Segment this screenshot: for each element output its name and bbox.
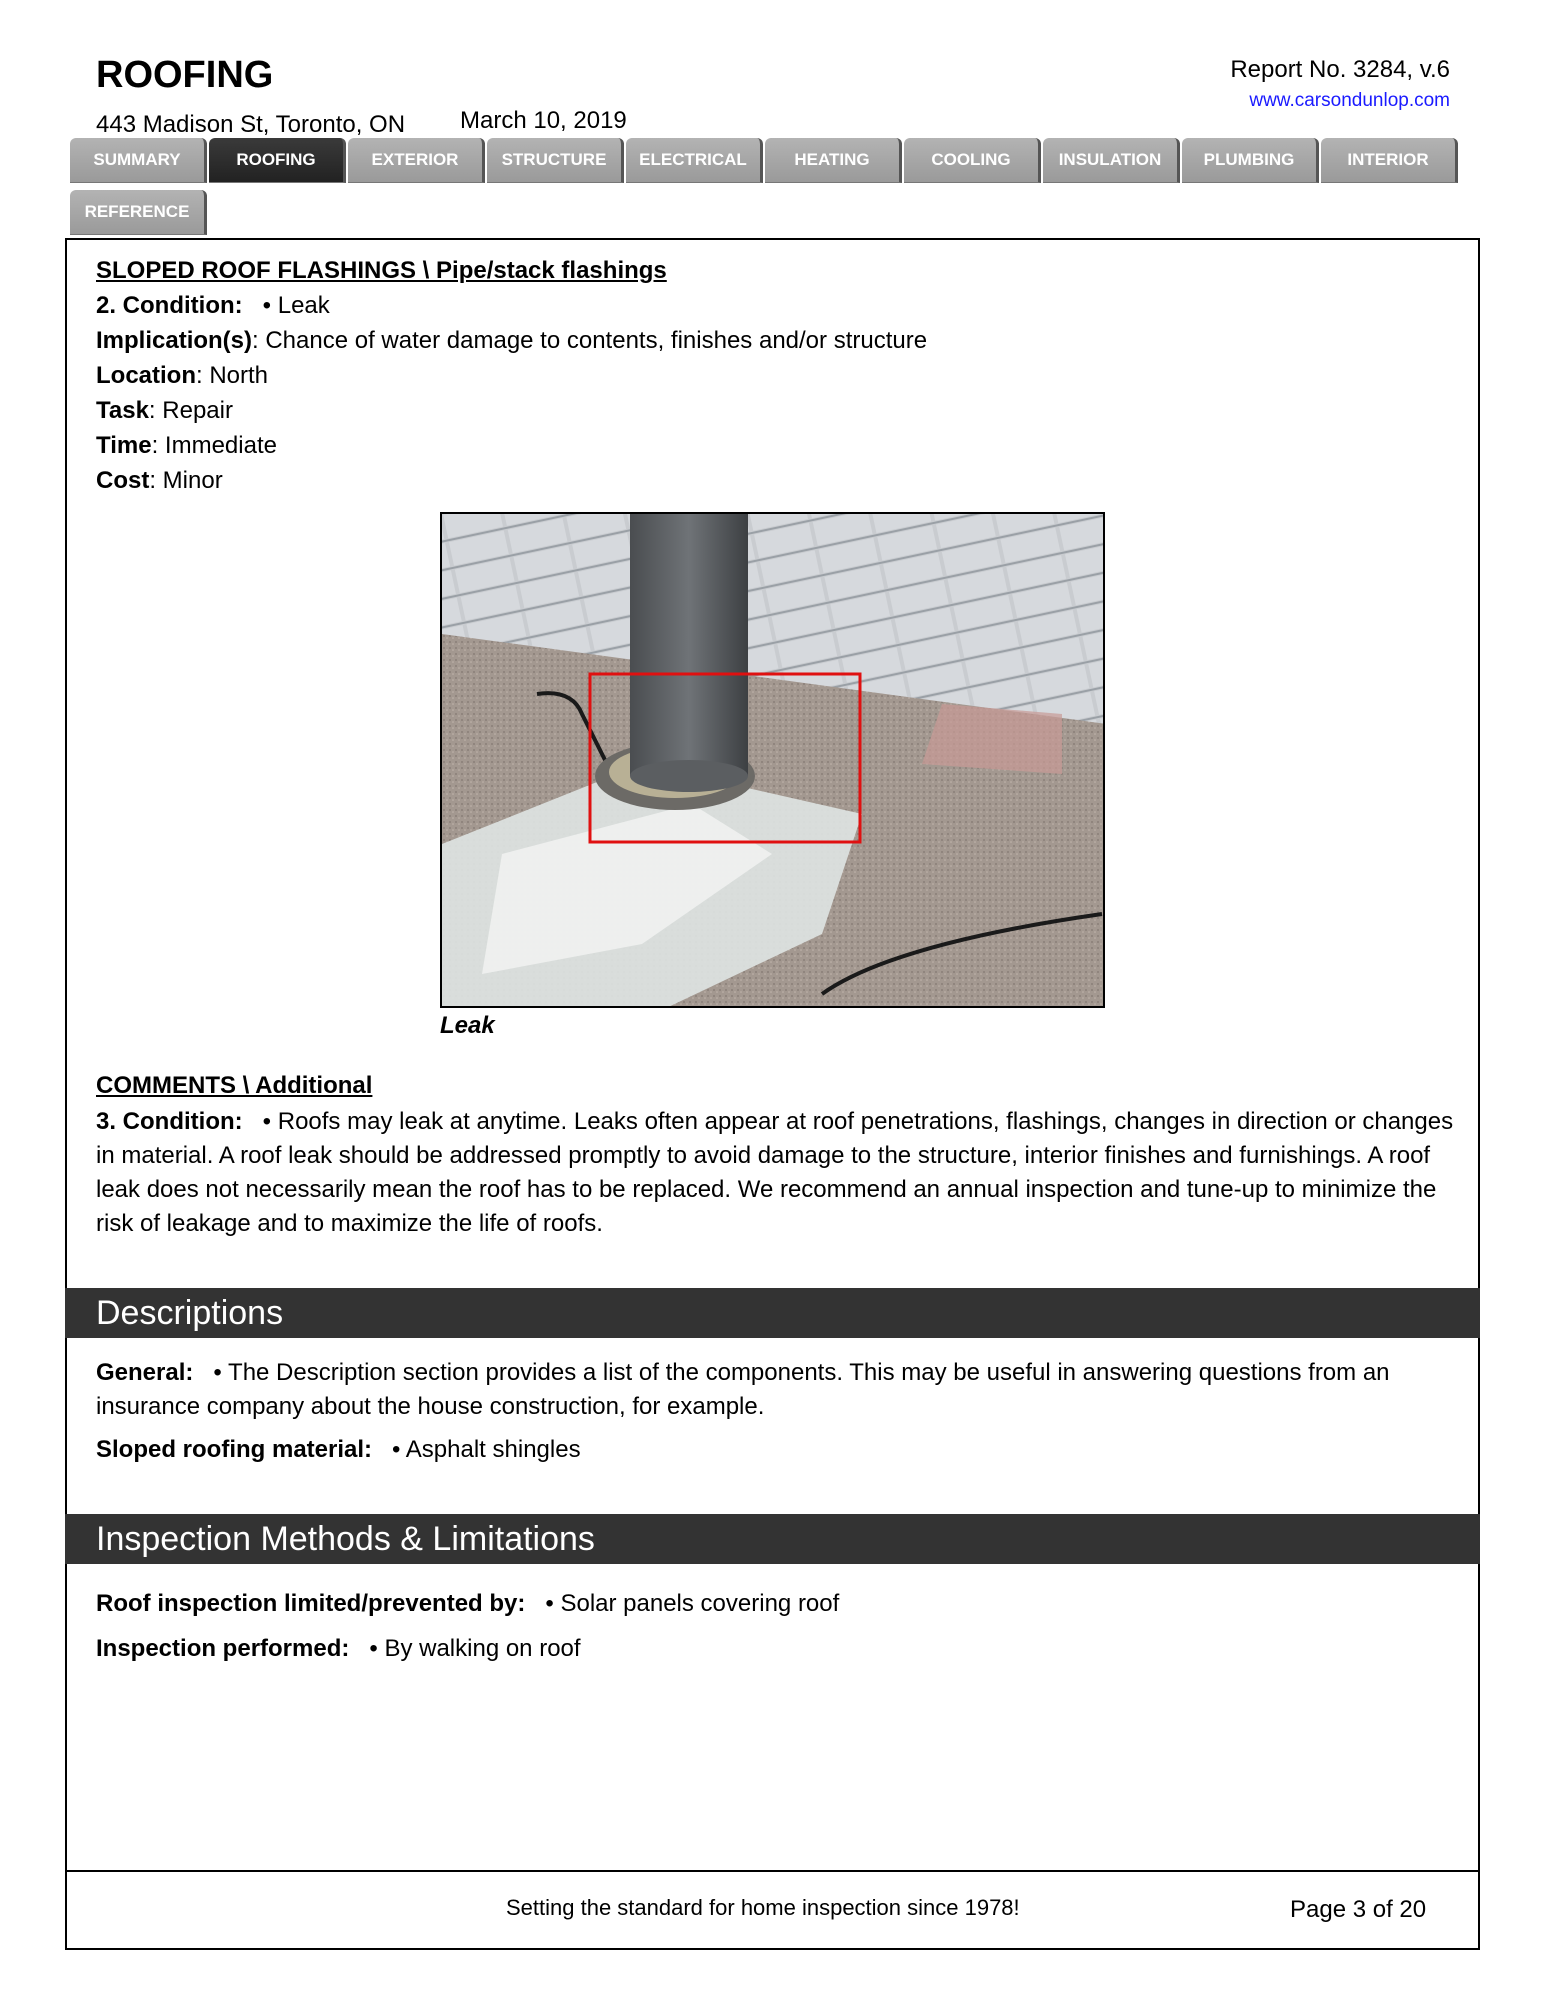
task-label: Task <box>96 397 149 424</box>
performed-value: By walking on roof <box>384 1635 581 1662</box>
bullet-icon: • <box>356 1635 378 1662</box>
limited-value: Solar panels covering roof <box>560 1590 840 1617</box>
tab-heating[interactable]: HEATING <box>765 138 902 183</box>
bullet-icon: • <box>532 1590 554 1617</box>
time-value: : Immediate <box>151 432 277 459</box>
footer-tagline: Setting the standard for home inspection since 1978! <box>506 1895 1020 1920</box>
location-value: : North <box>196 362 269 389</box>
general-paragraph <box>96 1356 1456 1424</box>
tab-summary[interactable]: SUMMARY <box>70 138 207 183</box>
tab-insulation[interactable]: INSULATION <box>1043 138 1180 183</box>
condition-2-line <box>96 292 330 320</box>
bullet-icon: • <box>378 1436 401 1463</box>
condition-3-label: 3. Condition: <box>96 1108 243 1135</box>
photo-caption: Leak <box>440 1012 495 1039</box>
time-label: Time <box>96 432 152 459</box>
tab-structure[interactable]: STRUCTURE <box>487 138 624 183</box>
implication-line <box>96 327 927 355</box>
roofing-material-line <box>96 1436 581 1464</box>
report-date: March 10, 2019 <box>460 107 627 134</box>
inspection-performed-line <box>96 1635 581 1663</box>
leak-photo <box>440 512 1105 1008</box>
tab-reference[interactable]: REFERENCE <box>70 190 207 235</box>
report-number: Report No. 3284, v.6 <box>1230 56 1450 83</box>
condition-label: 2. Condition: <box>96 292 243 319</box>
limited-label: Roof inspection limited/prevented by: <box>96 1590 526 1617</box>
tab-exterior[interactable]: EXTERIOR <box>348 138 485 183</box>
tab-plumbing[interactable]: PLUMBING <box>1182 138 1319 183</box>
condition-3-paragraph <box>96 1105 1456 1241</box>
section-heading-flashings: SLOPED ROOF FLASHINGS \ Pipe/stack flashings <box>96 257 667 284</box>
location-line <box>96 362 268 390</box>
condition-value: Leak <box>277 292 330 319</box>
material-value: Asphalt shingles <box>405 1436 581 1463</box>
general-text: The Description section provides a list of the components. This may be useful in answering questions from an insurance company about the house construction, for example. <box>96 1359 1390 1420</box>
tab-cooling[interactable]: COOLING <box>904 138 1041 183</box>
page-number: Page 3 of 20 <box>1290 1896 1427 1923</box>
descriptions-band: Descriptions <box>65 1288 1480 1338</box>
task-value: : Repair <box>148 397 233 424</box>
tab-electrical[interactable]: ELECTRICAL <box>626 138 763 183</box>
cost-line <box>96 467 223 495</box>
bullet-icon: • <box>249 1108 272 1135</box>
cost-value: : Minor <box>149 467 223 494</box>
roof-pipe-illustration <box>442 514 1105 1008</box>
company-website-link[interactable]: www.carsondunlop.com <box>1249 90 1450 111</box>
bullet-icon: • <box>249 292 272 319</box>
inspection-limited-line <box>96 1590 839 1618</box>
time-line <box>96 432 277 460</box>
general-label: General: <box>96 1359 194 1386</box>
tab-interior[interactable]: INTERIOR <box>1321 138 1458 183</box>
implication-value: : Chance of water damage to contents, finishes and/or structure <box>252 327 928 354</box>
tab-roofing[interactable]: ROOFING <box>209 138 346 183</box>
cost-label: Cost <box>96 467 150 494</box>
inspection-band: Inspection Methods & Limitations <box>65 1514 1480 1564</box>
task-line <box>96 397 233 425</box>
condition-3-text: Roofs may leak at anytime. Leaks often appear at roof penetrations, flashings, changes in direction or changes in material. A roof leak should be addressed promptly to avoid damage to the structure, interior finishes and furnishings. A roof leak does not necessarily mean the roof has to be replaced. We recommend an annual inspection and tune-up to minimize the risk of leakage and to maximize the life of roofs. <box>96 1108 1454 1237</box>
performed-label: Inspection performed: <box>96 1635 350 1662</box>
section-heading-comments: COMMENTS \ Additional <box>96 1072 373 1099</box>
implication-label: Implication(s) <box>96 327 253 354</box>
page-title: ROOFING <box>96 54 274 96</box>
location-label: Location <box>96 362 196 389</box>
material-label: Sloped roofing material: <box>96 1436 373 1463</box>
footer-divider <box>65 1870 1480 1872</box>
bullet-icon: • <box>200 1359 222 1386</box>
property-address: 443 Madison St, Toronto, ON <box>96 111 406 138</box>
